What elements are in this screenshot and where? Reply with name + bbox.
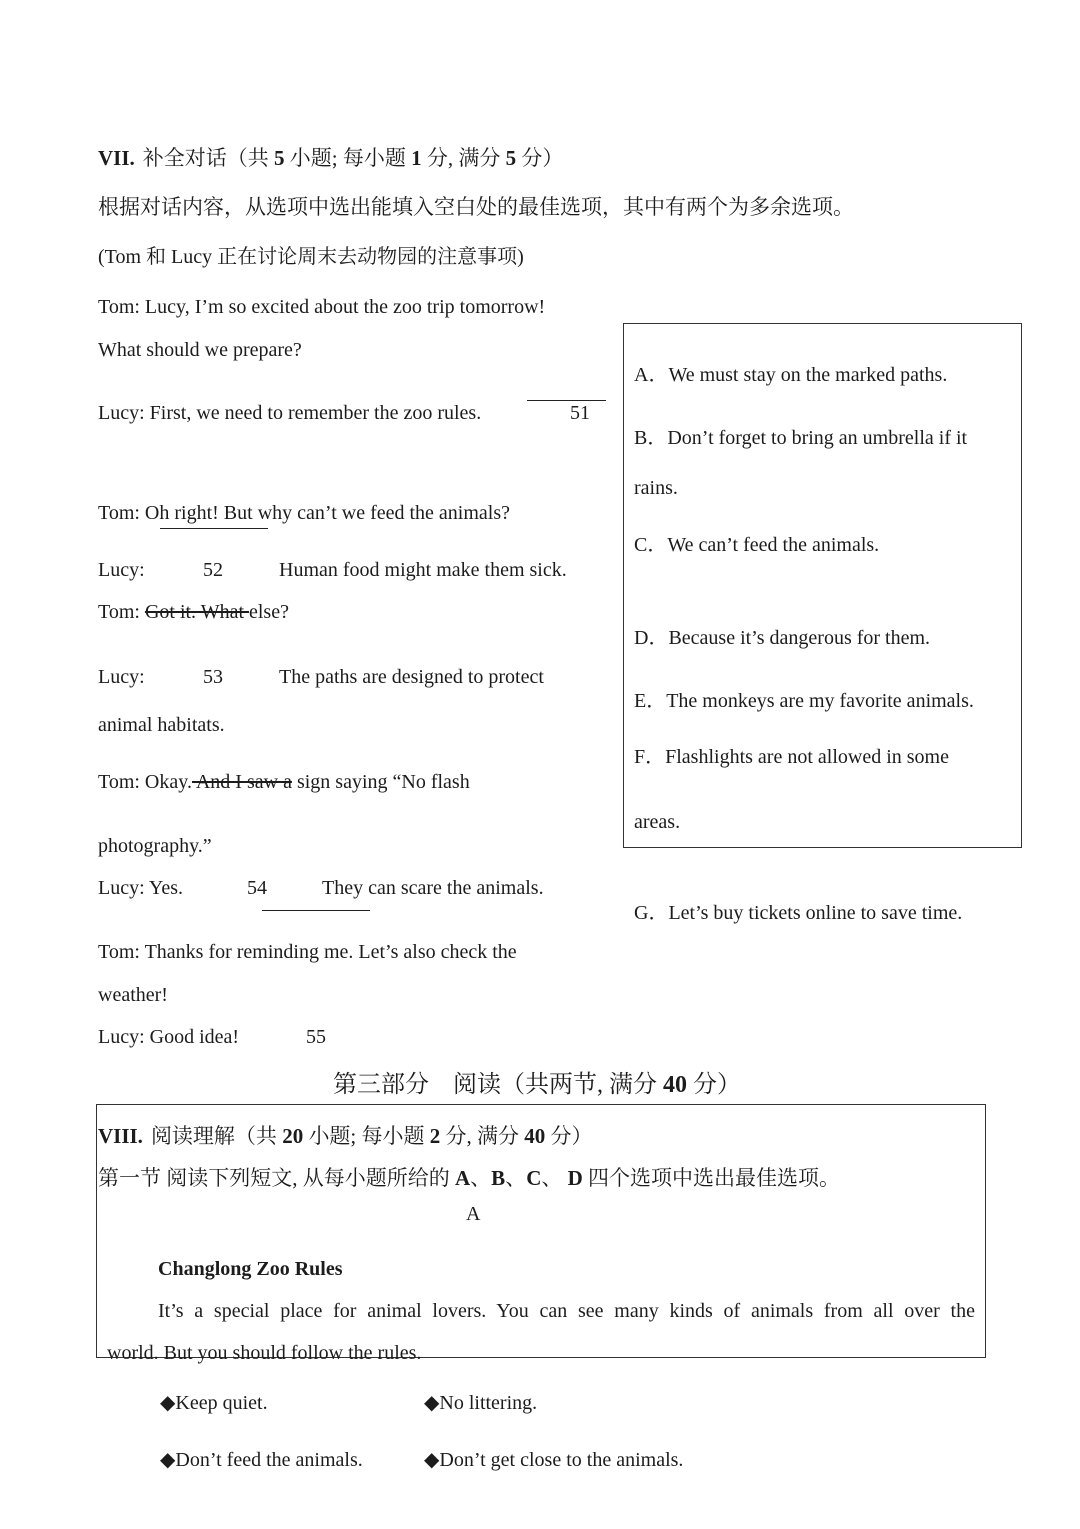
section-7-title xyxy=(143,146,564,170)
option-f: F．Flashlights are not allowed in some xyxy=(634,746,949,768)
option-c: C．We can’t feed the animals. xyxy=(634,534,880,556)
title-segment: 阅读理解（共 xyxy=(150,1124,283,1148)
title-number: 40 xyxy=(663,1072,687,1098)
dialogue-line-tom-3 xyxy=(98,601,289,623)
instruction-segment: 、 xyxy=(505,1166,527,1190)
blank-number-54: 54 xyxy=(247,877,267,899)
section-7-label: VII. xyxy=(98,146,135,170)
option-b: B．Don’t forget to bring an umbrella if it xyxy=(634,427,968,449)
answer-blank-line xyxy=(160,528,268,529)
instruction-segment: 、 xyxy=(470,1166,492,1190)
struck-text: And I saw a xyxy=(191,771,292,793)
choice-letter: D xyxy=(567,1166,583,1190)
section-8-label: VIII. xyxy=(98,1124,143,1148)
dialogue-line-lucy-3-cont: animal habitats. xyxy=(98,714,225,736)
dialogue-line-tom-2: Tom: Oh right! But why can’t we feed the animals? xyxy=(98,502,511,524)
choice-letter: B xyxy=(491,1166,506,1190)
dialogue-line-tom-1: Tom: Lucy, I’m so excited about the zoo trip tomorrow! xyxy=(98,296,546,318)
dialogue-speaker-lucy: Lucy: Yes. xyxy=(98,877,184,899)
title-number: 2 xyxy=(429,1124,441,1148)
dialogue-speaker-lucy: Lucy: xyxy=(98,559,145,581)
speaker-text: Tom: xyxy=(98,601,145,623)
instruction-segment: 第一节 阅读下列短文, 从每小题所给的 xyxy=(98,1166,455,1190)
option-g: G．Let’s buy tickets online to save time. xyxy=(634,902,963,924)
passage-letter: A xyxy=(466,1203,481,1225)
blank-number-52: 52 xyxy=(203,559,223,581)
instruction-segment: 、 xyxy=(541,1166,568,1190)
dialogue-line-tom-5-cont: weather! xyxy=(98,984,168,1006)
dialogue-line-tom-4 xyxy=(98,771,470,793)
subsection-instruction xyxy=(98,1167,840,1189)
section-7-instruction: 根据对话内容，从选项中选出能填入空白处的最佳选项，其中有两个为多余选项。 xyxy=(98,195,854,219)
blank-number-55: 55 xyxy=(306,1026,326,1048)
dialogue-context: (Tom 和 Lucy 正在讨论周末去动物园的注意事项) xyxy=(98,246,524,268)
dialogue-speaker-lucy: Lucy: xyxy=(98,666,145,688)
dialogue-line-lucy-1: Lucy: First, we need to remember the zoo rules. xyxy=(98,402,482,424)
passage-title: Changlong Zoo Rules xyxy=(158,1258,343,1280)
title-segment: 补全对话（共 xyxy=(142,146,275,170)
answer-blank-line xyxy=(527,400,606,401)
title-segment: 小题; 每小题 xyxy=(284,146,412,170)
option-e: E．The monkeys are my favorite animals. xyxy=(634,690,974,712)
choice-letter: A xyxy=(455,1166,471,1190)
title-segment: 第三部分 阅读（共两节, 满分 xyxy=(333,1072,663,1098)
options-box xyxy=(623,323,1022,848)
title-number: 20 xyxy=(282,1124,304,1148)
rule-item: ◆Don’t feed the animals. xyxy=(160,1449,363,1471)
title-number: 5 xyxy=(274,146,285,170)
title-segment: 分） xyxy=(516,146,564,170)
dialogue-text: else? xyxy=(249,601,289,623)
title-segment: 小题; 每小题 xyxy=(303,1124,430,1148)
passage-line: It’s a special place for animal lovers. You can see many kinds of animals from all over the xyxy=(158,1300,975,1322)
title-number: 1 xyxy=(411,146,422,170)
dialogue-line-tom-4-cont: photography.” xyxy=(98,835,212,857)
dialogue-text: sign saying “No flash xyxy=(291,771,470,793)
instruction-segment: 四个选项中选出最佳选项。 xyxy=(582,1166,841,1190)
title-segment: 分, 满分 xyxy=(421,146,506,170)
option-f-cont: areas. xyxy=(634,811,681,833)
title-number: 40 xyxy=(524,1124,546,1148)
passage-line: world. But you should follow the rules. xyxy=(107,1342,422,1364)
dialogue-text: Tom: Okay. xyxy=(98,771,192,793)
title-segment: 分） xyxy=(687,1072,741,1098)
section-8-title xyxy=(151,1124,593,1148)
struck-text: Got it. What xyxy=(144,601,249,623)
rule-item: ◆No littering. xyxy=(424,1392,538,1414)
answer-blank-line xyxy=(262,910,370,911)
option-d: D．Because it’s dangerous for them. xyxy=(634,627,931,649)
dialogue-line-lucy-5: Lucy: Good idea! xyxy=(98,1026,240,1048)
blank-number-51: 51 xyxy=(570,402,590,424)
title-segment: 分, 满分 xyxy=(440,1124,525,1148)
dialogue-line-lucy-3: The paths are designed to protect xyxy=(279,666,544,688)
title-number: 5 xyxy=(505,146,517,170)
dialogue-line-tom-5: Tom: Thanks for reminding me. Let’s also check the xyxy=(98,941,517,963)
dialogue-line-tom-1-cont: What should we prepare? xyxy=(98,339,302,361)
rule-item: ◆Keep quiet. xyxy=(160,1392,268,1414)
rule-item: ◆Don’t get close to the animals. xyxy=(424,1449,684,1471)
option-b-cont: rains. xyxy=(634,477,678,499)
part-3-heading xyxy=(0,1072,1074,1098)
section-7-heading xyxy=(98,147,563,169)
blank-number-53: 53 xyxy=(203,666,223,688)
choice-letter: C xyxy=(526,1166,542,1190)
section-8-heading xyxy=(98,1125,593,1147)
title-segment: 分） xyxy=(545,1124,593,1148)
option-a: A．We must stay on the marked paths. xyxy=(634,364,948,386)
dialogue-line-lucy-2: Human food might make them sick. xyxy=(279,559,567,581)
dialogue-line-lucy-4: They can scare the animals. xyxy=(322,877,544,899)
